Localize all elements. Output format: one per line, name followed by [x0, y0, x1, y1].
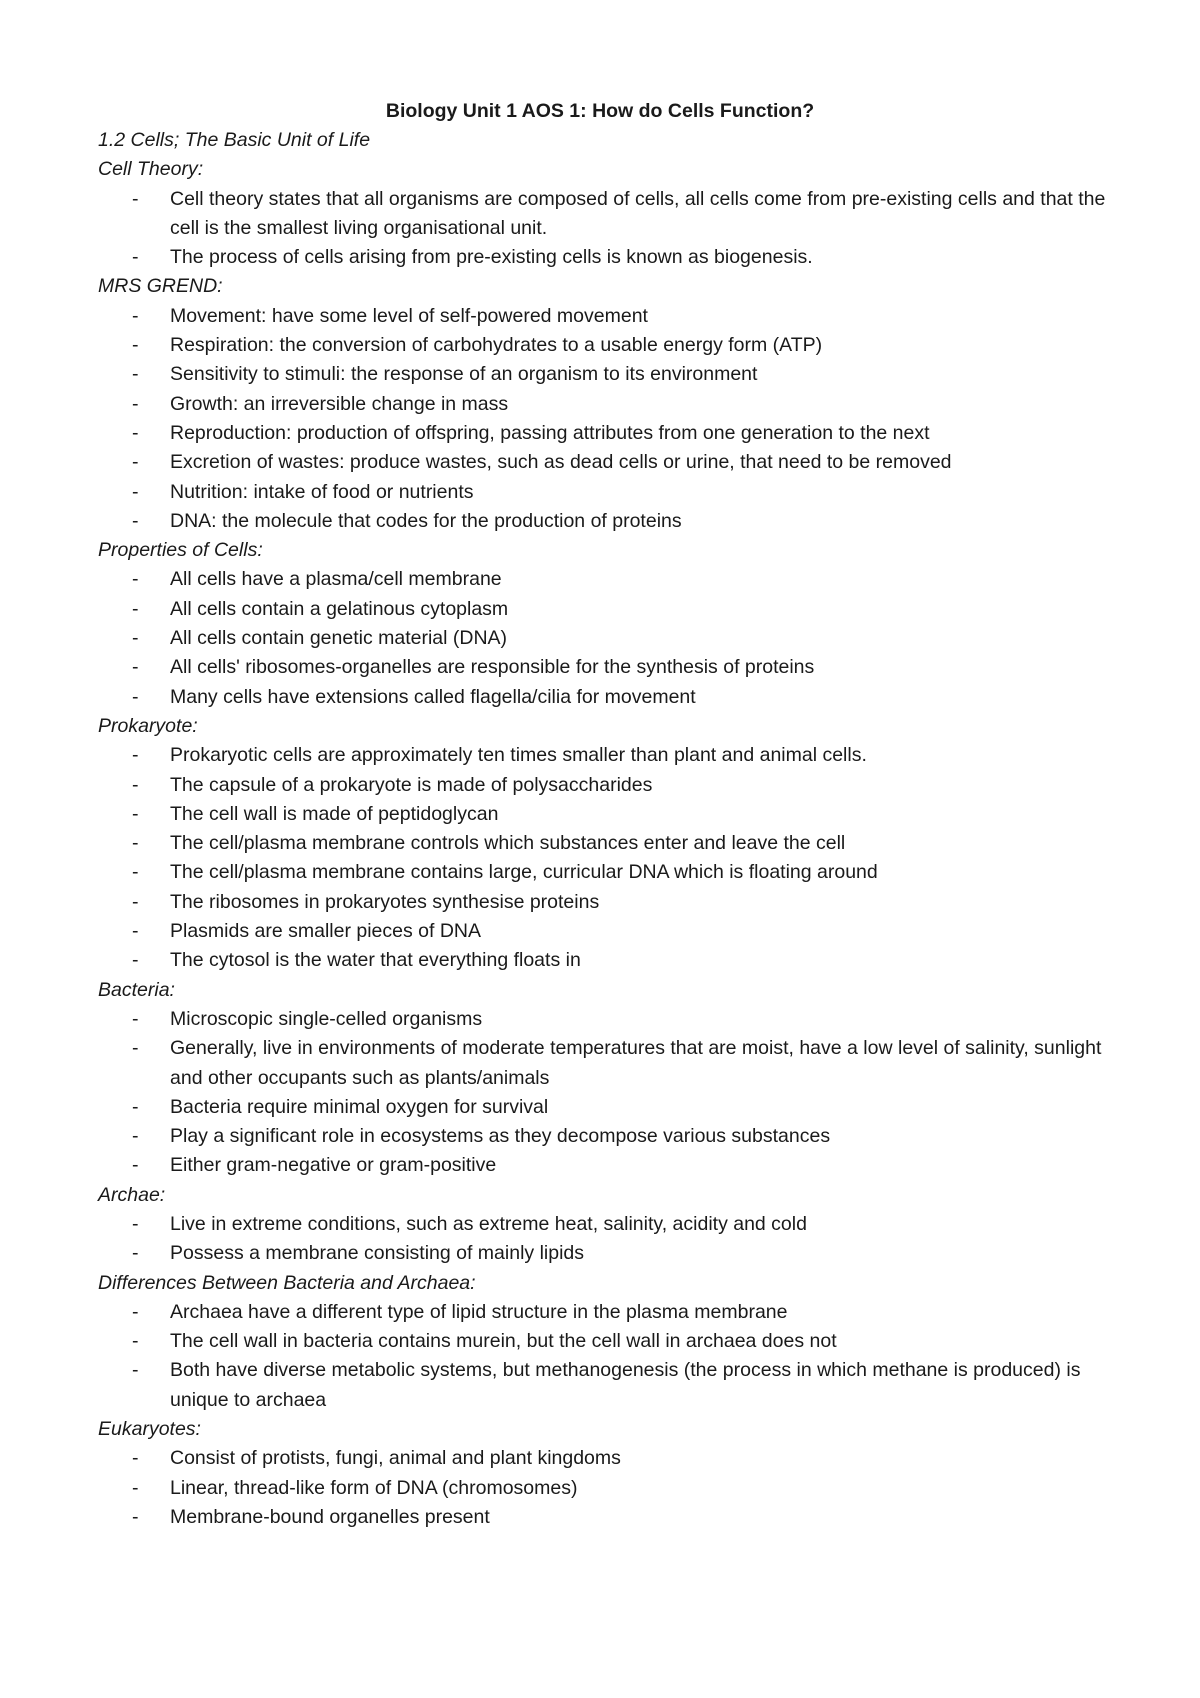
- dash-bullet-marker: -: [132, 1242, 139, 1265]
- bullet-list: [98, 1444, 1108, 1532]
- document-title: Biology Unit 1 AOS 1: How do Cells Function?: [385, 100, 815, 122]
- bullet-item: [98, 917, 1108, 946]
- bullet-item: [98, 683, 1108, 712]
- bullet-list: [98, 1210, 1108, 1269]
- bullet-text: All cells' ribosomes-organelles are responsible for the synthesis of proteins: [170, 656, 815, 679]
- bullet-list: [98, 565, 1108, 711]
- bullet-text: Microscopic single-celled organisms: [170, 1007, 483, 1030]
- bullet-item: [98, 1093, 1108, 1122]
- bullet-text: Possess a membrane consisting of mainly lipids: [170, 1242, 585, 1265]
- bullet-item: [98, 946, 1108, 975]
- bullet-item: [98, 507, 1108, 536]
- dash-bullet-marker: -: [132, 1095, 139, 1118]
- bullet-text: All cells have a plasma/cell membrane: [170, 568, 502, 591]
- bullet-text: Growth: an irreversible change in mass: [170, 392, 509, 415]
- section-heading: Properties of Cells:: [98, 539, 263, 562]
- section-heading: MRS GREND:: [98, 275, 223, 298]
- dash-bullet-marker: -: [132, 1447, 139, 1470]
- bullet-item: [98, 1327, 1108, 1356]
- bullet-item: [98, 741, 1108, 770]
- dash-bullet-marker: -: [132, 1505, 139, 1528]
- dash-bullet-marker: -: [132, 890, 139, 913]
- bullet-text: Respiration: the conversion of carbohydrates to a usable energy form (ATP): [170, 334, 823, 357]
- bullet-item: [98, 653, 1108, 682]
- dash-bullet-marker: -: [132, 656, 139, 679]
- dash-bullet-marker: -: [132, 509, 139, 532]
- dash-bullet-marker: -: [132, 246, 139, 269]
- bullet-text: Generally, live in environments of moderate temperatures that are moist, have a low level of salinity, sunlight and other occupants such as plants/animals: [170, 1037, 1102, 1089]
- bullet-item: [98, 419, 1108, 448]
- bullet-item: [98, 1034, 1108, 1093]
- bullet-item: [98, 771, 1108, 800]
- bullet-item: [98, 1005, 1108, 1034]
- section-heading: Bacteria:: [98, 978, 175, 1001]
- bullet-item: [98, 478, 1108, 507]
- bullet-item: [98, 1151, 1108, 1180]
- bullet-text: Sensitivity to stimuli: the response of an organism to its environment: [170, 363, 758, 386]
- bullet-text: Plasmids are smaller pieces of DNA: [170, 920, 482, 943]
- bullet-text: Play a significant role in ecosystems as they decompose various substances: [170, 1125, 831, 1148]
- bullet-item: [98, 390, 1108, 419]
- bullet-item: [98, 360, 1108, 389]
- section-heading: Cell Theory:: [98, 158, 204, 181]
- bullet-item: [98, 1210, 1108, 1239]
- bullet-text: Nutrition: intake of food or nutrients: [170, 480, 474, 503]
- bullet-text: Live in extreme conditions, such as extreme heat, salinity, acidity and cold: [170, 1212, 807, 1235]
- bullet-text: DNA: the molecule that codes for the production of proteins: [170, 509, 682, 532]
- bullet-text: The cell wall is made of peptidoglycan: [170, 802, 499, 825]
- bullet-item: [98, 302, 1108, 331]
- section-heading: Differences Between Bacteria and Archaea:: [98, 1271, 476, 1294]
- dash-bullet-marker: -: [132, 392, 139, 415]
- dash-bullet-marker: -: [132, 920, 139, 943]
- dash-bullet-marker: -: [132, 1330, 139, 1353]
- bullet-text: Membrane-bound organelles present: [170, 1505, 490, 1528]
- dash-bullet-marker: -: [132, 597, 139, 620]
- bullet-text: Either gram-negative or gram-positive: [170, 1154, 497, 1177]
- bullet-item: [98, 1298, 1108, 1327]
- bullet-item: [98, 624, 1108, 653]
- dash-bullet-marker: -: [132, 744, 139, 767]
- bullet-list: [98, 1298, 1108, 1415]
- bullet-text: Cell theory states that all organisms are composed of cells, all cells come from pre-existing cells and that the cell is the smallest living organisational unit.: [170, 187, 1106, 239]
- bullet-text: Reproduction: production of offspring, passing attributes from one generation to the next: [170, 421, 930, 444]
- bullet-item: [98, 1122, 1108, 1151]
- dash-bullet-marker: -: [132, 1037, 139, 1060]
- bullet-text: The cell wall in bacteria contains murein, but the cell wall in archaea does not: [170, 1330, 837, 1353]
- dash-bullet-marker: -: [132, 627, 139, 650]
- bullet-item: [98, 858, 1108, 887]
- bullet-text: The cell/plasma membrane controls which substances enter and leave the cell: [170, 832, 846, 855]
- dash-bullet-marker: -: [132, 1359, 139, 1382]
- dash-bullet-marker: -: [132, 1125, 139, 1148]
- dash-bullet-marker: -: [132, 1212, 139, 1235]
- bullet-text: Prokaryotic cells are approximately ten times smaller than plant and animal cells.: [170, 744, 867, 767]
- bullet-item: [98, 331, 1108, 360]
- bullet-text: Linear, thread-like form of DNA (chromosomes): [170, 1476, 578, 1499]
- dash-bullet-marker: -: [132, 1154, 139, 1177]
- bullet-item: [98, 1356, 1108, 1415]
- section-heading: Eukaryotes:: [98, 1418, 201, 1441]
- dash-bullet-marker: -: [132, 421, 139, 444]
- bullet-text: Both have diverse metabolic systems, but methanogenesis (the process in which methane is produced) is unique to archaea: [170, 1359, 1081, 1411]
- bullet-item: [98, 185, 1108, 244]
- dash-bullet-marker: -: [132, 363, 139, 386]
- bullet-list: [98, 185, 1108, 273]
- bullet-item: [98, 1503, 1108, 1532]
- dash-bullet-marker: -: [132, 187, 139, 210]
- dash-bullet-marker: -: [132, 802, 139, 825]
- bullet-item: [98, 595, 1108, 624]
- bullet-item: [98, 243, 1108, 272]
- bullet-item: [98, 800, 1108, 829]
- bullet-text: Excretion of wastes: produce wastes, such as dead cells or urine, that need to be removed: [170, 451, 952, 474]
- bullet-list: [98, 741, 1108, 975]
- dash-bullet-marker: -: [132, 949, 139, 972]
- dash-bullet-marker: -: [132, 861, 139, 884]
- dash-bullet-marker: -: [132, 1476, 139, 1499]
- document-body: [98, 126, 1108, 1532]
- section-heading: 1.2 Cells; The Basic Unit of Life: [98, 129, 371, 151]
- section-heading: Archae:: [98, 1183, 166, 1206]
- bullet-text: Archaea have a different type of lipid structure in the plasma membrane: [170, 1300, 788, 1323]
- bullet-text: The cytosol is the water that everything floats in: [170, 949, 581, 972]
- bullet-text: The capsule of a prokaryote is made of polysaccharides: [170, 773, 653, 796]
- bullet-list: [98, 302, 1108, 536]
- bullet-item: [98, 1474, 1108, 1503]
- bullet-item: [98, 829, 1108, 858]
- dash-bullet-marker: -: [132, 685, 139, 708]
- bullet-text: All cells contain genetic material (DNA): [170, 627, 508, 650]
- dash-bullet-marker: -: [132, 480, 139, 503]
- bullet-item: [98, 888, 1108, 917]
- dash-bullet-marker: -: [132, 773, 139, 796]
- dash-bullet-marker: -: [132, 451, 139, 474]
- bullet-text: Consist of protists, fungi, animal and plant kingdoms: [170, 1447, 621, 1470]
- dash-bullet-marker: -: [132, 832, 139, 855]
- bullet-list: [98, 1005, 1108, 1181]
- section-heading: Prokaryote:: [98, 714, 198, 737]
- bullet-text: The process of cells arising from pre-existing cells is known as biogenesis.: [170, 246, 813, 269]
- bullet-item: [98, 448, 1108, 477]
- dash-bullet-marker: -: [132, 1300, 139, 1323]
- bullet-text: The ribosomes in prokaryotes synthesise proteins: [170, 890, 600, 913]
- bullet-text: Movement: have some level of self-powered movement: [170, 304, 648, 327]
- bullet-text: Bacteria require minimal oxygen for survival: [170, 1095, 549, 1118]
- bullet-item: [98, 565, 1108, 594]
- dash-bullet-marker: -: [132, 304, 139, 327]
- bullet-item: [98, 1444, 1108, 1473]
- dash-bullet-marker: -: [132, 568, 139, 591]
- bullet-text: All cells contain a gelatinous cytoplasm: [170, 597, 509, 620]
- dash-bullet-marker: -: [132, 334, 139, 357]
- bullet-text: Many cells have extensions called flagella/cilia for movement: [170, 685, 696, 708]
- bullet-text: The cell/plasma membrane contains large, curricular DNA which is floating around: [170, 861, 878, 884]
- dash-bullet-marker: -: [132, 1007, 139, 1030]
- bullet-item: [98, 1239, 1108, 1268]
